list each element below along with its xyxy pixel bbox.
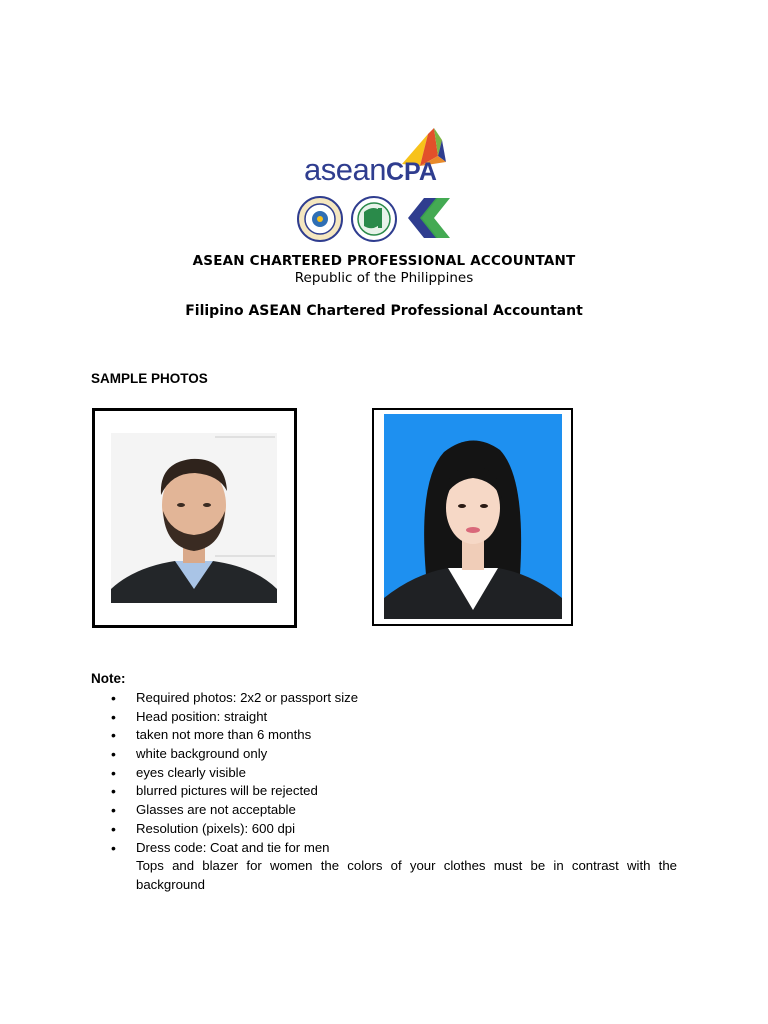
logo-wordmark (304, 152, 437, 188)
logo-word-asean: asean (304, 152, 386, 187)
subtitle: Republic of the Philippines (294, 270, 474, 286)
main-title: ASEAN CHARTERED PROFESSIONAL ACCOUNTANT (192, 253, 576, 269)
list-item: • white background only (91, 745, 681, 764)
list-item: • Head position: straight (91, 708, 681, 727)
asean-cpa-logo (290, 122, 470, 247)
sample-photo-woman (372, 408, 573, 626)
list-item: • blurred pictures will be rejected (91, 782, 681, 801)
logo-seals (296, 194, 456, 244)
sample-photo-man (92, 408, 297, 628)
sub-heading: Filipino ASEAN Chartered Professional Accountant (185, 303, 583, 319)
list-item: • eyes clearly visible (91, 764, 681, 783)
logo-word-cpa: CPA (385, 158, 437, 186)
list-item: • Required photos: 2x2 or passport size (91, 689, 681, 708)
board-of-accountancy-seal-icon (352, 197, 396, 241)
list-item: • Resolution (pixels): 600 dpi (91, 820, 681, 839)
list-item: • taken not more than 6 months (91, 726, 681, 745)
note-list (91, 689, 681, 857)
list-item: • Glasses are not acceptable (91, 801, 681, 820)
man-portrait-icon (95, 411, 294, 625)
dress-code-continuation: Tops and blazer for women the colors of your clothes must be in contrast with the background (136, 858, 677, 892)
sample-photos-label: SAMPLE PHOTOS (91, 371, 208, 386)
note-heading: Note: (91, 671, 126, 686)
list-item: • Dress code: Coat and tie for men (91, 839, 681, 858)
professional-regulation-seal-icon (298, 197, 342, 241)
green-blue-chevrons-icon (408, 198, 450, 238)
woman-portrait-icon (374, 410, 571, 624)
